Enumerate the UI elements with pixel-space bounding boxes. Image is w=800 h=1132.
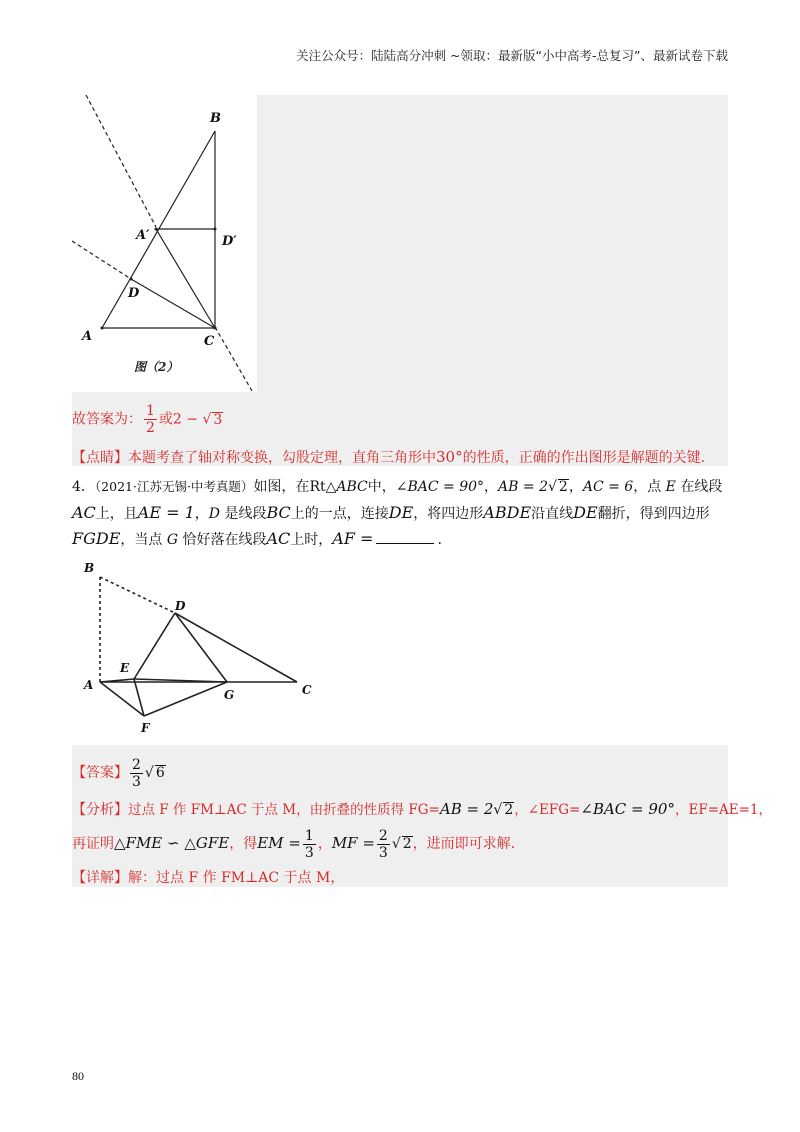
problem-4-line-3: FGDE，当点 G 恰好落在线段AC上时，AF = .: [72, 529, 442, 548]
label-D-prime: D′: [222, 234, 237, 249]
label-B: B: [210, 111, 221, 126]
figure-problem-4: [72, 555, 332, 745]
sqrt-3: 3: [213, 411, 223, 428]
label-D: D: [175, 599, 186, 613]
fold-line-dashed-left: [72, 241, 131, 279]
label-B: B: [84, 561, 95, 575]
analysis-line-1: 【分析】过点 F 作 FM⊥AC 于点 M，由折叠的性质得 FG=AB = 2√ 2，∠EFG=∠BAC = 90°，EF=AE=1，: [72, 800, 773, 818]
label-A: A: [82, 329, 93, 344]
label-F: F: [141, 721, 150, 735]
sqrt-6: 6: [155, 765, 165, 781]
label-C: C: [302, 683, 312, 697]
label-A: A: [84, 678, 94, 692]
analysis-line-2: 再证明△FME ∽ △GFE，得EM = $\frac{1}{3}$ ，MF = $\frac{2}{3}$ √ 2，进而即可求解.: [72, 827, 516, 861]
figure-2-caption: 图（2）: [134, 360, 179, 374]
analysis-tag: 【分析】: [72, 802, 128, 818]
figure-2: [72, 95, 257, 392]
page-header: 关注公众号：陆陆高分冲刺 ~领取：最新版“小中高考-总复习”、最新试卷下载: [296, 48, 728, 63]
label-G: G: [224, 688, 235, 702]
segment-AF: [100, 682, 144, 716]
segment-DC: [175, 613, 297, 682]
dashed-BD: [100, 577, 175, 613]
problem-number: 4．: [72, 479, 95, 495]
fraction-one-half: $\frac{1}{2}$: [146, 403, 155, 436]
segment-EF: [134, 679, 144, 716]
fraction-two-thirds: $\frac{2}{3}$: [132, 756, 141, 790]
segment-FG: [144, 682, 227, 716]
answer-tag: 【答案】: [72, 765, 128, 781]
problem-source: （2021·江苏无锡·中考真题）: [94, 479, 254, 494]
fraction-two-thirds-mf: $\frac{2}{3}$: [378, 827, 388, 861]
answer-prev-or: 或: [158, 411, 173, 428]
fold-line-dashed-lower: [215, 327, 252, 391]
page-number: 80: [72, 1069, 84, 1083]
label-E: E: [120, 661, 130, 675]
label-D: D: [128, 286, 140, 301]
comment-line: 【点睛】本题考查了轴对称变换，勾股定理，直角三角形中30°的性质，正确的作出图形是解题的关键.: [72, 448, 706, 466]
answer-blank: [376, 529, 434, 544]
comment-tag: 【点睛】: [72, 450, 128, 466]
fold-line-dashed-upper: [86, 95, 156, 227]
answer-prev-prefix: 故答案为：: [72, 411, 142, 428]
answer-prev-line: 故答案为： $\frac{1}{2}$ 或2 − √ 3: [72, 403, 223, 436]
problem-4-line-2: AC上，且AE = 1，D 是线段BC上的一点，连接DE，将四边形ABDE沿直线DE翻折，得到四边形: [72, 503, 710, 522]
label-C: C: [204, 334, 215, 349]
figure-2-diagram: [72, 95, 257, 392]
segment-DC: [131, 279, 215, 328]
detail-tag: 【详解】: [72, 870, 128, 886]
segment-A-prime-C: [156, 229, 215, 328]
detail-line: 【详解】解：过点 F 作 FM⊥AC 于点 M，: [72, 870, 345, 886]
solution-panel-top: [255, 95, 728, 392]
fraction-one-third: $\frac{1}{3}$: [304, 827, 314, 861]
problem-4-line-1: 4．（2021·江苏无锡·中考真题）如图，在Rt△ABC中，∠BAC = 90°，AB = 2√ 2，AC = 6，点 E 在线段: [72, 479, 723, 495]
segment-DE: [134, 613, 175, 679]
answer-4-line: 【答案】 $\frac{2}{3}$ √ 6: [72, 756, 165, 790]
label-A-prime: A′: [136, 228, 150, 243]
segment-DG: [175, 613, 227, 682]
